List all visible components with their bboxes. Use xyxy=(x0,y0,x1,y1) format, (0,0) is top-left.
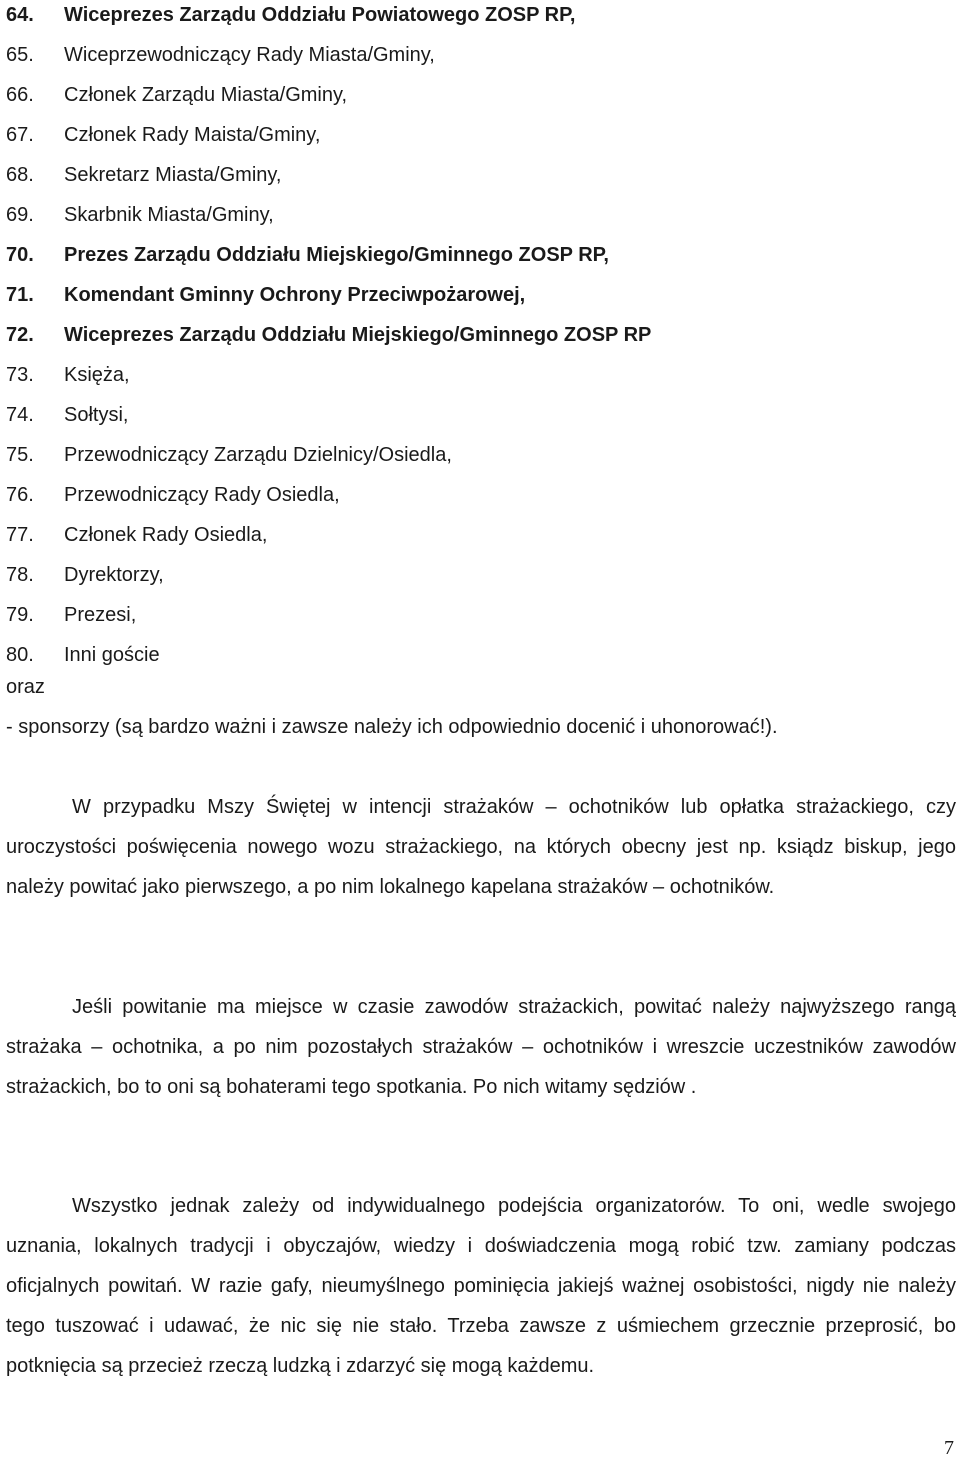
paragraph-competition-greeting: Jeśli powitanie ma miejsce w czasie zawodów strażackich, powitać należy najwyższego rangą strażaka – ochotnika, a po nim pozostałych strażaków – ochotników i wreszcie uczestników zawodów strażackich, bo to oni są bohaterami tego spotkania. Po nich witamy sędziów . xyxy=(6,996,956,1098)
list-item xyxy=(6,35,651,75)
list-item xyxy=(6,235,651,275)
list-item xyxy=(6,595,651,635)
list-item-text: Sekretarz Miasta/Gminy, xyxy=(64,164,282,186)
guest-order-list xyxy=(6,0,651,675)
list-item xyxy=(6,0,651,35)
list-item-number: 79. xyxy=(6,604,34,626)
list-item xyxy=(6,475,651,515)
list-item-text: Członek Zarządu Miasta/Gminy, xyxy=(64,84,348,106)
list-item xyxy=(6,195,651,235)
paragraph-organizer-approach: Wszystko jednak zależy od indywidualnego podejścia organizatorów. To oni, wedle swojego uznania, lokalnych tradycji i obyczajów, wiedzy i doświadczenia mogą robić tzw. zamiany podczas oficjalnych powitań. W razie gafy, nieumyślnego pominięcia jakiejś ważnej osobistości, nigdy nie należy tego tuszować i udawać, że nic się nie stało. Trzeba zawsze z uśmiechem grzecznie przeprosić, bo potknięcia są przecież rzeczą ludzką i zdarzyć się mogą każdemu. xyxy=(6,1195,956,1377)
list-item-number: 64. xyxy=(6,4,34,26)
list-item-number: 71. xyxy=(6,284,34,306)
list-item-text: Członek Rady Maista/Gminy, xyxy=(64,124,321,146)
list-item-number: 72. xyxy=(6,324,34,346)
list-item-text: Członek Rady Osiedla, xyxy=(64,524,268,546)
list-item-text: Księża, xyxy=(64,364,130,386)
list-item-number: 80. xyxy=(6,644,34,666)
page-number: 7 xyxy=(944,1437,954,1459)
list-item-number: 65. xyxy=(6,44,34,66)
list-item-text: Wiceprzewodniczący Rady Miasta/Gminy, xyxy=(64,44,435,66)
list-item xyxy=(6,435,651,475)
list-item xyxy=(6,275,651,315)
list-item xyxy=(6,635,651,675)
list-item-text: Prezes Zarządu Oddziału Miejskiego/Gminnego ZOSP RP, xyxy=(64,244,609,266)
list-item xyxy=(6,395,651,435)
list-item-number: 67. xyxy=(6,124,34,146)
list-item-number: 73. xyxy=(6,364,34,386)
list-item-number: 77. xyxy=(6,524,34,546)
list-item xyxy=(6,115,651,155)
list-item-text: Komendant Gminny Ochrony Przeciwpożarowej, xyxy=(64,284,526,306)
list-item xyxy=(6,75,651,115)
list-item-text: Dyrektorzy, xyxy=(64,564,164,586)
list-item-number: 78. xyxy=(6,564,34,586)
list-item-text: Inni goście xyxy=(64,644,160,666)
list-item-number: 74. xyxy=(6,404,34,426)
list-item-text: Skarbnik Miasta/Gminy, xyxy=(64,204,274,226)
list-item xyxy=(6,355,651,395)
list-item xyxy=(6,315,651,355)
list-item-text: Prezesi, xyxy=(64,604,137,626)
list-item-text: Wiceprezes Zarządu Oddziału Miejskiego/Gminnego ZOSP RP xyxy=(64,324,652,346)
list-item-number: 68. xyxy=(6,164,34,186)
sponsors-line: - sponsorzy (są bardzo ważni i zawsze należy ich odpowiednio docenić i uhonorować!). xyxy=(6,716,778,738)
list-item-text: Wiceprezes Zarządu Oddziału Powiatowego ZOSP RP, xyxy=(64,4,576,26)
paragraph-mass-greeting: W przypadku Mszy Świętej w intencji strażaków – ochotników lub opłatka strażackiego, czy uroczystości poświęcenia nowego wozu strażackiego, na których obecny jest np. ksiądz biskup, jego należy powitać jako pierwszego, a po nim lokalnego kapelana strażaków – ochotników. xyxy=(6,796,956,898)
list-item-text: Przewodniczący Rady Osiedla, xyxy=(64,484,340,506)
list-item xyxy=(6,515,651,555)
oraz-line: oraz xyxy=(6,676,45,698)
list-item-number: 66. xyxy=(6,84,34,106)
list-item xyxy=(6,155,651,195)
list-item-text: Sołtysi, xyxy=(64,404,129,426)
list-item-number: 75. xyxy=(6,444,34,466)
list-item xyxy=(6,555,651,595)
list-item-number: 76. xyxy=(6,484,34,506)
list-item-number: 70. xyxy=(6,244,34,266)
list-item-text: Przewodniczący Zarządu Dzielnicy/Osiedla, xyxy=(64,444,452,466)
list-item-number: 69. xyxy=(6,204,34,226)
